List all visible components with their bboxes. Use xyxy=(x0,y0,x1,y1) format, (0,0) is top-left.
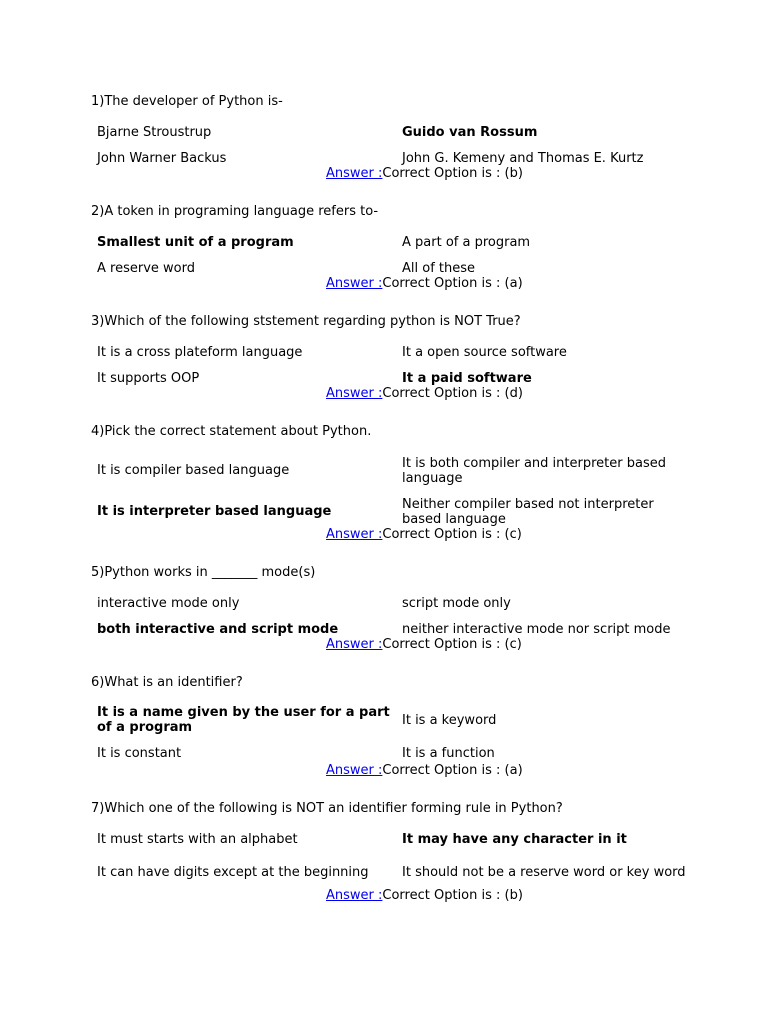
answer-text: Correct Option is : (b) xyxy=(382,888,523,903)
answer-link[interactable]: Answer : xyxy=(326,166,383,181)
option-b: script mode only xyxy=(402,595,511,611)
option-c-correct: both interactive and script mode xyxy=(97,621,339,637)
options-table xyxy=(91,826,697,892)
option-d-correct: It a paid software xyxy=(402,370,532,386)
option-b-correct: It may have any character in it xyxy=(402,831,627,847)
answer-text: Correct Option is : (c) xyxy=(382,527,522,542)
question-title: 7)Which one of the following is NOT an identifier forming rule in Python? xyxy=(91,801,563,816)
option-a: Bjarne Stroustrup xyxy=(97,124,212,140)
option-c: A reserve word xyxy=(97,260,195,276)
option-d: It should not be a reserve word or key word xyxy=(402,864,686,880)
question-title: 2)A token in programing language refers to- xyxy=(91,204,379,219)
answer-row xyxy=(326,637,522,653)
answer-row xyxy=(326,888,523,904)
question-title: 5)Python works in _______ mode(s) xyxy=(91,565,316,580)
option-b: It is both compiler and interpreter based language xyxy=(402,455,666,486)
answer-row xyxy=(326,763,523,779)
options-table xyxy=(91,339,697,391)
answer-text: Correct Option is : (c) xyxy=(382,637,522,652)
option-b: It a open source software xyxy=(402,344,567,360)
answer-text: Correct Option is : (d) xyxy=(382,386,523,401)
answer-text: Correct Option is : (a) xyxy=(382,763,523,778)
option-c: It supports OOP xyxy=(97,370,200,386)
options-table xyxy=(91,450,697,532)
options-table xyxy=(91,590,697,642)
option-d: All of these xyxy=(402,260,476,276)
option-c: It can have digits except at the beginning xyxy=(97,864,369,880)
answer-link[interactable]: Answer : xyxy=(326,763,383,778)
option-d: It is a function xyxy=(402,745,495,761)
answer-text: Correct Option is : (a) xyxy=(382,276,523,291)
options-table xyxy=(91,119,697,171)
option-c-correct: It is interpreter based language xyxy=(97,504,332,519)
answer-link[interactable]: Answer : xyxy=(326,888,383,903)
answer-row xyxy=(326,166,523,182)
answer-row xyxy=(326,527,522,543)
option-a-correct: Smallest unit of a program xyxy=(97,234,294,250)
option-b-correct: Guido van Rossum xyxy=(402,124,538,140)
option-c: It is constant xyxy=(97,745,182,761)
answer-row xyxy=(326,276,523,292)
option-a: interactive mode only xyxy=(97,595,240,611)
answer-link[interactable]: Answer : xyxy=(326,637,383,652)
option-a: It is a cross plateform language xyxy=(97,344,303,360)
option-a: It is compiler based language xyxy=(97,463,290,478)
option-a: It must starts with an alphabet xyxy=(97,831,298,847)
option-b: A part of a program xyxy=(402,234,531,250)
option-d: neither interactive mode nor script mode xyxy=(402,621,671,637)
option-c: John Warner Backus xyxy=(97,150,227,166)
answer-row xyxy=(326,386,523,402)
answer-link[interactable]: Answer : xyxy=(326,276,383,291)
question-title: 1)The developer of Python is- xyxy=(91,94,283,109)
option-d: Neither compiler based not interpreter based language xyxy=(402,496,654,527)
answer-text: Correct Option is : (b) xyxy=(382,166,523,181)
options-table xyxy=(91,229,697,281)
question-title: 4)Pick the correct statement about Python. xyxy=(91,424,372,439)
options-table xyxy=(91,701,697,767)
answer-link[interactable]: Answer : xyxy=(326,386,383,401)
answer-link[interactable]: Answer : xyxy=(326,527,383,542)
option-d: John G. Kemeny and Thomas E. Kurtz xyxy=(402,150,644,166)
question-title: 6)What is an identifier? xyxy=(91,675,243,690)
option-b: It is a keyword xyxy=(402,712,497,728)
question-title: 3)Which of the following ststement regarding python is NOT True? xyxy=(91,314,521,329)
option-a-correct: It is a name given by the user for a part of a program xyxy=(97,705,390,735)
